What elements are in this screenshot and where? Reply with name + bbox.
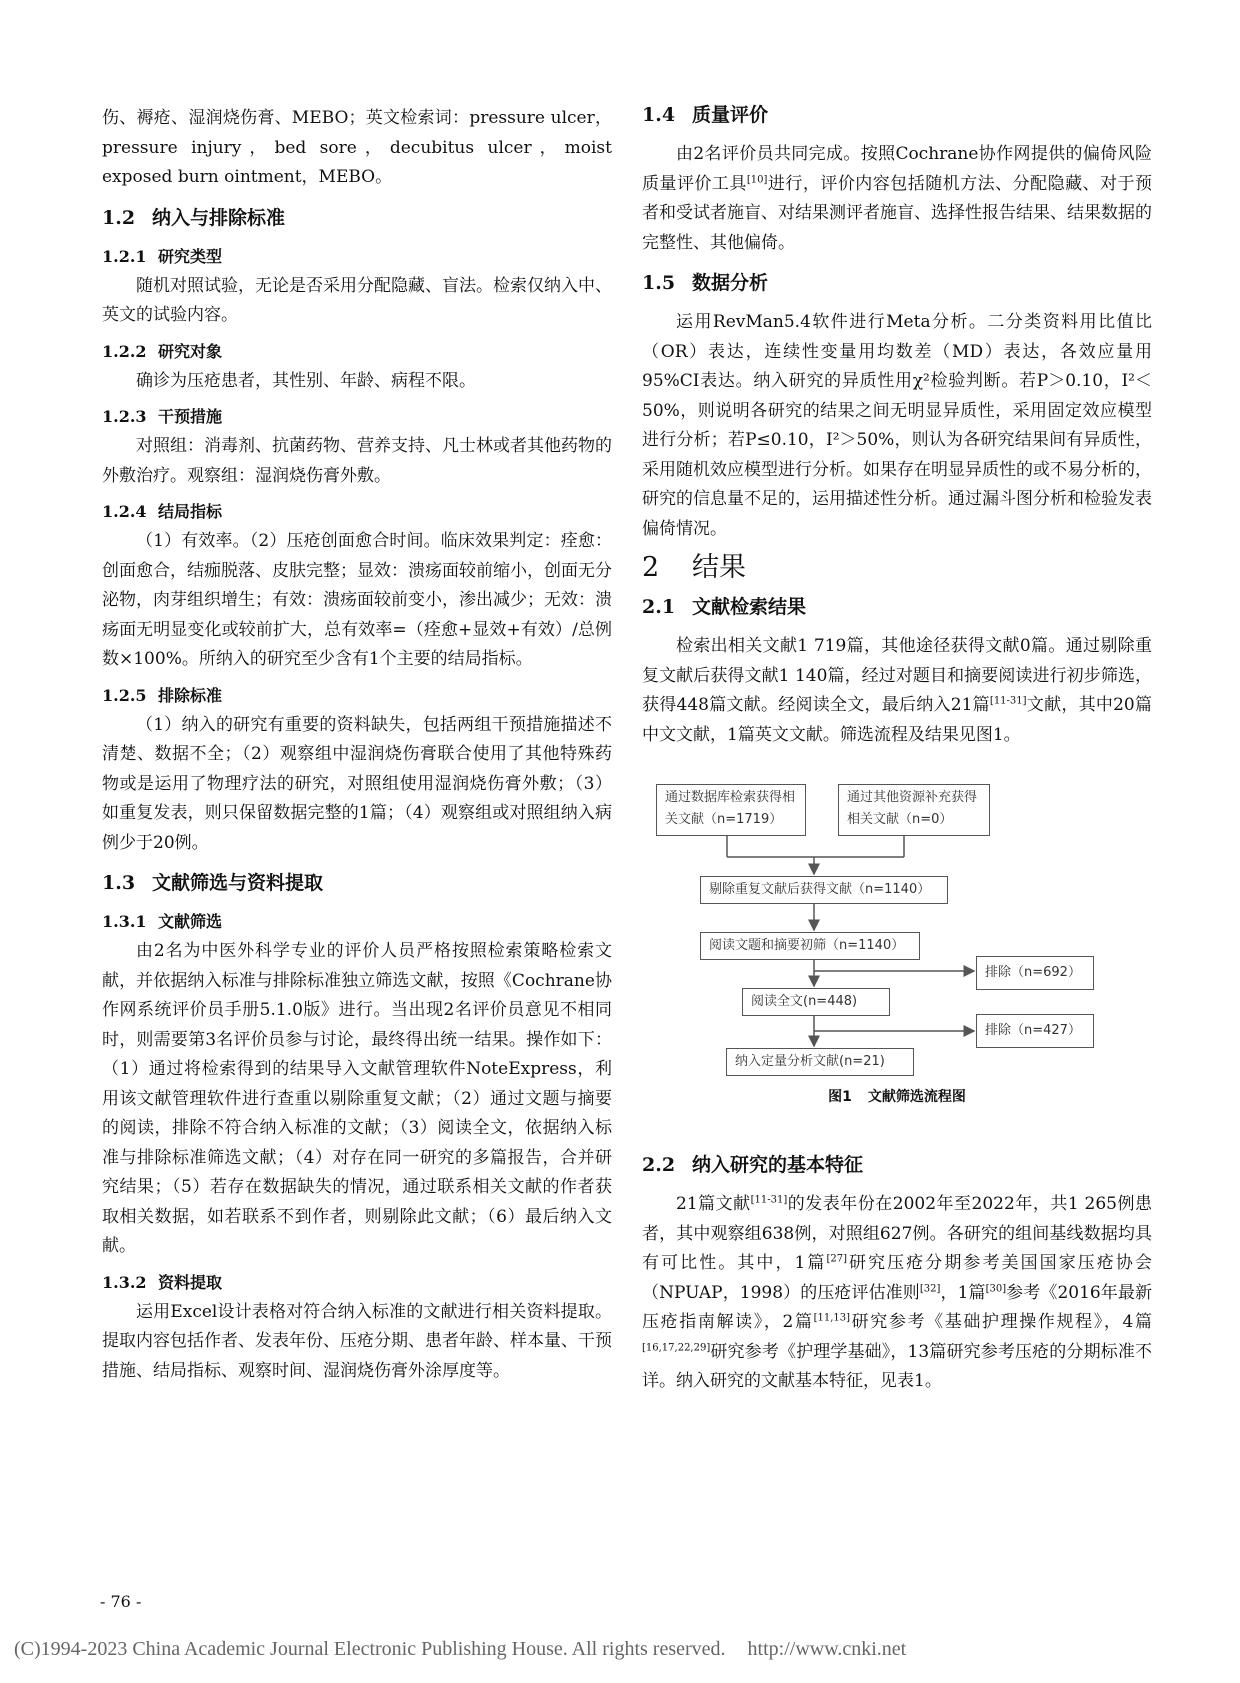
subsection-heading-1-2-5: 1.2.5 排除标准 [102,685,223,705]
copyright-footer [14,1638,928,1661]
section-heading-1-3: 1.3 文献筛选与资料提取 [102,872,324,894]
flow-box-title-abstract: 阅读文题和摘要初筛（n=1140） [700,932,920,960]
paragraph-study-type: 随机对照试验，无论是否采用分配隐藏、盲法。检索仅纳入中、英文的试验内容。 [102,275,612,325]
section-heading-1-4: 1.4 质量评价 [642,104,769,126]
citation: [10] [746,173,768,185]
footer-url[interactable]: http://www.cnki.net [747,1638,907,1660]
flow-box-other-sources: 通过其他资源补充获得相关文献（n=0） [838,784,990,836]
section-heading-2: 2 结果 [642,552,746,583]
paragraph-exclusion: （1）纳入的研究有重要的资料缺失，包括两组干预措施描述不清楚、数据不全；（2）观察组中湿润烧伤膏联合使用了其他特殊药物或是运用了物理疗法的研究，对照组使用湿润烧伤膏外敷；（3）如重复发表，则只保留数据完整的1篇；（4）观察组或对照组纳入病例少于20例。 [102,714,612,853]
flow-box-database: 通过数据库检索获得相关文献（n=1719） [656,784,806,836]
subsection-heading-1-2-1: 1.2.1 研究类型 [102,246,223,266]
citation: [32] [919,1282,941,1294]
paragraph-quality: 由2名评价员共同完成。按照Cochrane协作网提供的偏倚风险质量评价工具[10]进行，评价内容包括随机方法、分配隐藏、对于预者和受试者施盲、对结果测评者施盲、选择性报告结果、结果数据的完整性、其他偏倚。 [642,144,1153,253]
flow-box-dedup: 剔除重复文献后获得文献（n=1140） [700,876,948,904]
paragraph-characteristics: 21篇文献[11-31]的发表年份在2002年至2022年，共1 265例患者，其中观察组638例，对照组627例。各研究的组间基线数据均具有可比性。其中，1篇[27]研究压疮分期参考美国国家压疮协会（NPUAP，1998）的压疮评估准则[32]，1篇[30]参考《2016年最新压疮指南解读》，2篇[11,13]研究参考《基础护理操作规程》，4篇[16,17,22,29]研究参考《护理学基础》，13篇研究参考压疮的分期标准不详。纳入研究的文献基本特征，见表1。 [642,1194,1152,1391]
paragraph-outcomes: （1）有效率。（2）压疮创面愈合时间。临床效果判定：痊愈：创面愈合，结痂脱落、皮肤完整；显效：溃疡面较前缩小，创面无分泌物，肉芽组织增生；有效：溃疡面较前变小，渗出减少；无效：溃疡面无明显变化或较前扩大，总有效率=（痊愈+显效+有效）/总例数×100%。所纳入的研究至少含有1个主要的结局指标。 [102,531,612,669]
citation: [11-31] [750,1194,788,1206]
subsection-heading-1-3-1: 1.3.1 文献筛选 [102,912,223,931]
section-heading-2-2: 2.2 纳入研究的基本特征 [642,1154,864,1176]
right-column [642,104,1152,1397]
flow-box-exclude-427: 排除（n=427） [976,1014,1094,1048]
left-column [102,104,612,1386]
citation: [11-31] [989,695,1027,707]
flow-box-included: 纳入定量分析文献(n=21) [726,1048,914,1076]
intro-paragraph: 伤、褥疮、湿润烧伤膏、MEBO；英文检索词：pressure ulcer，pressure injury，bed sore，decubitus ulcer，moist exposed burn ointment，MEBO。 [102,108,612,187]
paragraph-intervention: 对照组：消毒剂、抗菌药物、营养支持、凡士林或者其他药物的外敷治疗。观察组：湿润烧伤膏外敷。 [102,436,612,486]
citation: [11,13] [813,1312,851,1324]
citation: [27] [826,1253,847,1265]
paragraph-study-subjects: 确诊为压疮患者，其性别、年龄、病程不限。 [136,370,476,391]
subsection-heading-1-2-4: 1.2.4 结局指标 [102,502,223,521]
citation: [16,17,22,29] [642,1341,711,1353]
paragraph-data-extraction: 运用Excel设计表格对符合纳入标准的文献进行相关资料提取。提取内容包括作者、发表年份、压疮分期、患者年龄、样本量、干预措施、结局指标、观察时间、湿润烧伤膏外涂厚度等。 [102,1301,612,1381]
subsection-heading-1-3-2: 1.3.2 资料提取 [102,1272,223,1292]
subsection-heading-1-2-2: 1.2.2 研究对象 [102,341,223,361]
flow-diagram [642,772,1152,1132]
citation: [30] [985,1282,1007,1294]
section-heading-1-5: 1.5 数据分析 [642,272,769,294]
subsection-heading-1-2-3: 1.2.3 干预措施 [102,407,223,426]
figure-caption: 图1 文献筛选流程图 [828,1089,966,1105]
page-number: - 76 - [100,1592,142,1611]
paragraph-screening: 由2名为中医外科学专业的评价人员严格按照检索策略检索文献，并依据纳入标准与排除标准独立筛选文献，按照《Cochrane协作网系统评价员手册5.1.0版》进行。当出现2名评价员意见不相同时，则需要第3名评价员参与讨论，最终得出统一结果。操作如下：（1）通过将检索得到的结果导入文献管理软件NoteExpress，利用该文献管理软件进行查重以剔除重复文献；（2）通过文题与摘要的阅读，排除不符合纳入标准的文献；（3）阅读全文，依据纳入标准与排除标准筛选文献；（4）对存在同一研究的多篇报告，合并研究结果；（5）若存在数据缺失的情况，通过联系相关文献的作者获取相关数据，如若联系不到作者，则剔除此文献；（6）最后纳入文献。 [102,941,612,1256]
copyright-text: (C)1994-2023 China Academic Journal Electronic Publishing House. All rights reserved. [14,1638,726,1660]
section-heading-2-1: 2.1 文献检索结果 [642,596,807,618]
flow-box-full-text: 阅读全文(n=448) [742,988,890,1016]
flow-box-exclude-692: 排除（n=692） [976,956,1094,990]
paragraph-analysis: 运用RevMan5.4软件进行Meta分析。二分类资料用比值比（OR）表达，连续性变量用均数差（MD）表达，各效应量用95%CI表达。纳入研究的异质性用χ²检验判断。若P＞0.10，I²＜50%，则说明各研究的结果之间无明显异质性，采用固定效应模型进行分析；若P≤0.10，I²＞50%，则认为各研究结果间有异质性，采用随机效应模型进行分析。如果存在明显异质性的或不易分析的，研究的信息量不足的，运用描述性分析。通过漏斗图分析和检验发表偏倚情况。 [642,312,1152,539]
section-heading-1-2: 1.2 纳入与排除标准 [102,206,286,229]
paragraph-search-results: 检索出相关文献1 719篇，其他途径获得文献0篇。通过剔除重复文献后获得文献1 140篇，经过对题目和摘要阅读进行初步筛选，获得448篇文献。经阅读全文，最后纳入21篇[11-31]文献，其中20篇中文文献，1篇英文文献。筛选流程及结果见图1。 [642,636,1152,745]
